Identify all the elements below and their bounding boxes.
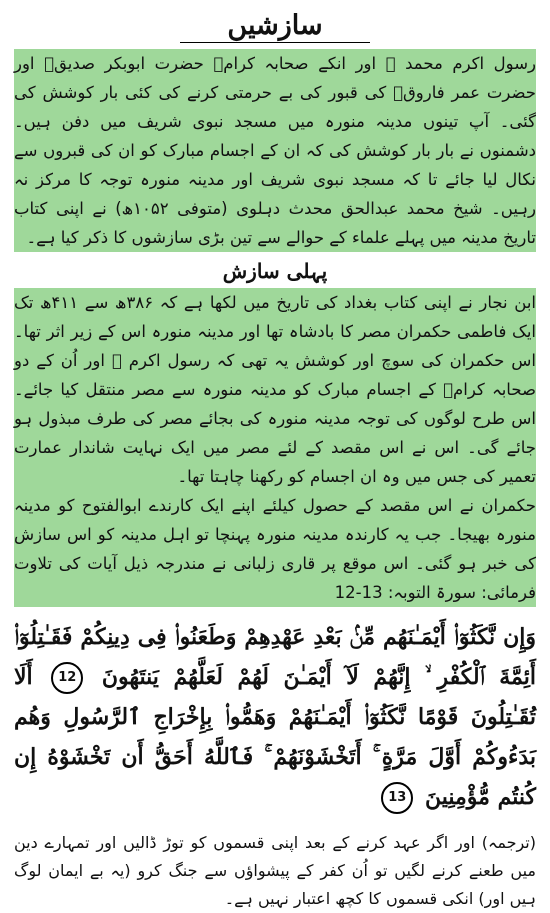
quran-verses <box>14 617 536 817</box>
ayah-marker-12: 12 <box>51 662 83 694</box>
first-plot-paragraph-2: حکمران نے اس مقصد کے حصول کیلئے اپنے ایک کارندے ابوالفتوح کو مدینہ منورہ بھیجا۔ جب یہ کارندہ مدینہ منورہ پہنچا تو اہل مدینہ کو اس سازش کی خبر ہو گئی۔ اس موقع پر قاری زلبانی نے مندرجہ ذیل آیات کی تلاوت فرمائی: سورۃ التوبہ: 13-12 <box>14 491 536 607</box>
section-heading: پہلی سازش <box>222 259 328 283</box>
ayah-marker-13: 13 <box>381 782 413 814</box>
translation-paragraph: (ترجمہ) اور اگر عہد کرنے کے بعد اپنی قسموں کو توڑ ڈالیں اور تمہارے دین میں طعنے کرنے لگیں تو اُن کفر کے پیشواؤں سے جنگ کرو (یہ بے ایمان لوگ ہیں اور) انکی قسموں کا کچھ اعتبار نہیں ہے۔ <box>14 833 536 908</box>
quran-verse-13: أَلَا تُقَـٰتِلُونَ قَوْمًا نَّكَثُوٓا۟ أَيْمَـٰنَهُمْ وَهَمُّوا۟ بِإِخْرَاجِ ٱلرَّسُولِ وَهُم بَدَءُوكُمْ أَوَّلَ مَرَّةٍ ۚ أَتَخْشَوْنَهُمْ ۚ فَٱللَّهُ أَحَقُّ أَن تَخْشَوْهُ إِن كُنتُم مُّؤْمِنِينَ <box>14 664 536 810</box>
quran-verse-12: وَإِن نَّكَثُوٓا۟ أَيْمَـٰنَهُم مِّنۢ بَعْدِ عَهْدِهِمْ وَطَعَنُوا۟ فِى دِينِكُمْ فَقَـٰتِلُوٓا۟ أَئِمَّةَ ٱلْكُفْرِ ۙ إِنَّهُمْ لَآ أَيْمَـٰنَ لَهُمْ لَعَلَّهُمْ يَنتَهُونَ <box>14 624 536 690</box>
intro-paragraph: رسول اکرم محمد ﷺ اور انکے صحابہ کرامؓ حضرت ابوبکر صدیقؓ اور حضرت عمر فاروقؓ کی قبور کی بے حرمتی کرنے کی کئی بار کوشش کی گئی۔ آپ تینوں مدینہ منورہ میں مسجد نبوی شریف میں دفن ہیں۔ دشمنوں نے بار بار کوشش کی کہ ان کے اجسام مبارک کو ان کی قبروں سے نکال لیا جائے تا کہ مسجد نبوی شریف اور مدینہ منورہ توجہ کا مرکز نہ رہیں۔ شیخ محمد عبدالحق محدث دہلوی (متوفی ۱۰۵۲ھ) نے اپنی کتاب تاریخ مدینہ میں پہلے علماء کے حوالے سے تین بڑی سازشوں کا ذکر کیا ہے۔ <box>14 49 536 252</box>
first-plot-paragraph-1: ابن نجار نے اپنی کتاب بغداد کی تاریخ میں لکھا ہے کہ ۳۸۶ھ سے ۴۱۱ھ تک ایک فاطمی حکمران مصر کا بادشاہ تھا اور مدینہ منورہ اس کے زیر اثر تھا۔ اس حکمران کی سوچ اور کوشش یہ تھی کہ رسول اکرم ﷺ اور اُن کے دو صحابہ کرامؓ کے اجسام مبارک کو مدینہ منورہ سے مصر منتقل کیا جائے۔ اس طرح لوگوں کی توجہ مدینہ منورہ کی بجائے مصر کی طرف مبذول ہو جائے گی۔ اس نے اس مقصد کے لئے مصر میں ایک نہایت شاندار عمارت تعمیر کی جس میں وہ ان اجسام کو رکھنا چاہتا تھا۔ <box>14 288 536 491</box>
page-title: سازشیں <box>227 10 323 41</box>
